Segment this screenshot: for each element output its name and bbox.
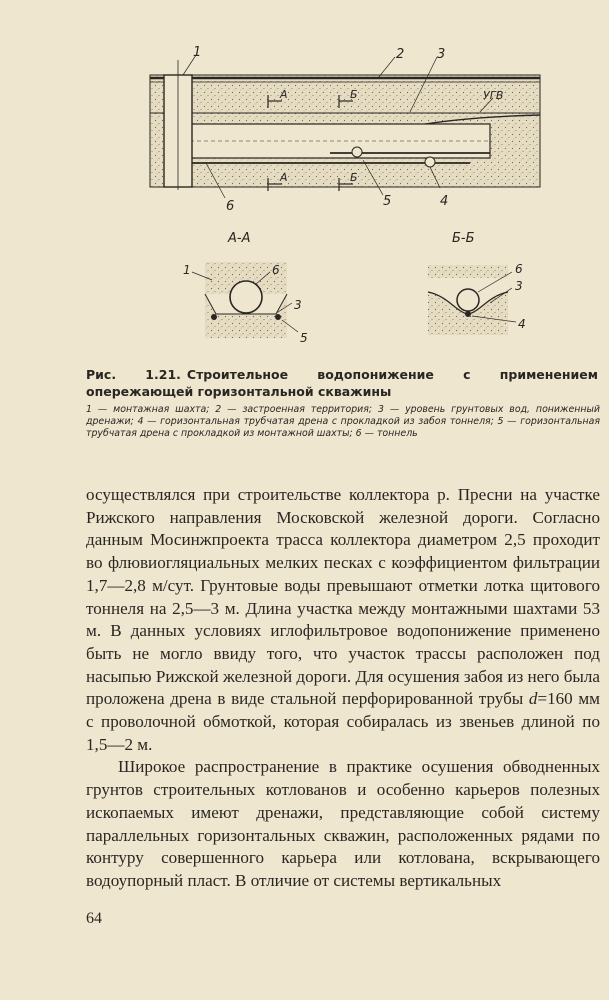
figure-caption-text: Строительное водопонижение с применением опережающей горизонтальной скважины — [86, 367, 598, 399]
label-6: 6 — [226, 199, 235, 214]
paragraph-1-part-a: осуществлялся при строительстве коллектора р. Пресни на участке Рижского направления Московской железной дороги. Согласно данным Мосинжпроекта трасса коллектора диаметром 2,5 проходит во флювиогляциальных мелких песках с коэффициентом фильтрации 1,7—2,8 м/сут. Грунтовые воды превышают отметки лотка щитового тоннеля на 2,5—3 м. Длина участка между монтажными шахтами 53 м. В данных условиях иглофильтровое водопонижение применено быть не могло ввиду того, что участок трассы расположен под насыпью Рижской железной дороги. Для осушения забоя из него была проложена дрена в виде стальной перфорированной трубы — [86, 485, 600, 709]
label-1: 1 — [193, 45, 202, 60]
paragraph-2: Широкое распространение в практике осушения обводненных грунтов строительных котлованов и особенно карьеров полезных ископаемых имеют дренажи, представляющие собой систему параллельных горизонтальных скважин, расположенных рядами по контуру совершенного карьера или котлована, вскрывающего водоупорный пласт. В отличие от системы вертикальных — [86, 757, 600, 890]
longitudinal-section — [150, 45, 540, 214]
cross-section-aa — [183, 231, 308, 345]
section-bb-title: Б-Б — [452, 231, 475, 246]
figure-caption-number: Рис. 1.21. — [86, 367, 181, 382]
figure-caption — [86, 366, 598, 400]
label-5: 5 — [383, 194, 392, 209]
figure-drainage-diagram — [0, 0, 609, 360]
bb-label-6: 6 — [515, 262, 523, 276]
aa-label-6: 6 — [272, 263, 280, 277]
aa-label-1: 1 — [183, 263, 191, 277]
label-4: 4 — [440, 194, 449, 209]
label-section-b-top: Б — [350, 88, 358, 101]
label-section-b-bottom: Б — [350, 171, 358, 184]
figure-legend: 1 — монтажная шахта; 2 — застроенная территория; 3 — уровень грунтовых вод, пониженный дренажи; 4 — горизонтальная трубчатая дрена с прокладкой из забоя тоннеля; 5 — горизонтальная трубчатая дрена с прокладкой из монтажной шахты; 6 — тоннель — [86, 404, 600, 439]
label-3: 3 — [437, 47, 446, 62]
label-2: 2 — [396, 47, 405, 62]
bb-label-3: 3 — [515, 279, 523, 293]
cross-section-bb — [428, 231, 526, 335]
page-number: 64 — [86, 910, 102, 927]
label-section-a-bottom: А — [280, 171, 288, 184]
formula-symbol-d: d — [528, 689, 538, 709]
paragraph-1-part-b: =160 мм с проволочной обмоткой, которая собиралась из звеньев длиной по 1,5—2 м. — [86, 689, 600, 754]
body-text — [86, 484, 600, 893]
label-ugv: УГВ — [483, 89, 504, 102]
label-section-a-top: А — [280, 88, 288, 101]
bb-label-4: 4 — [518, 317, 526, 331]
paragraph-1 — [86, 484, 600, 756]
section-aa-title: А-А — [228, 231, 251, 246]
aa-label-3: 3 — [294, 298, 302, 312]
aa-label-5: 5 — [300, 331, 308, 345]
